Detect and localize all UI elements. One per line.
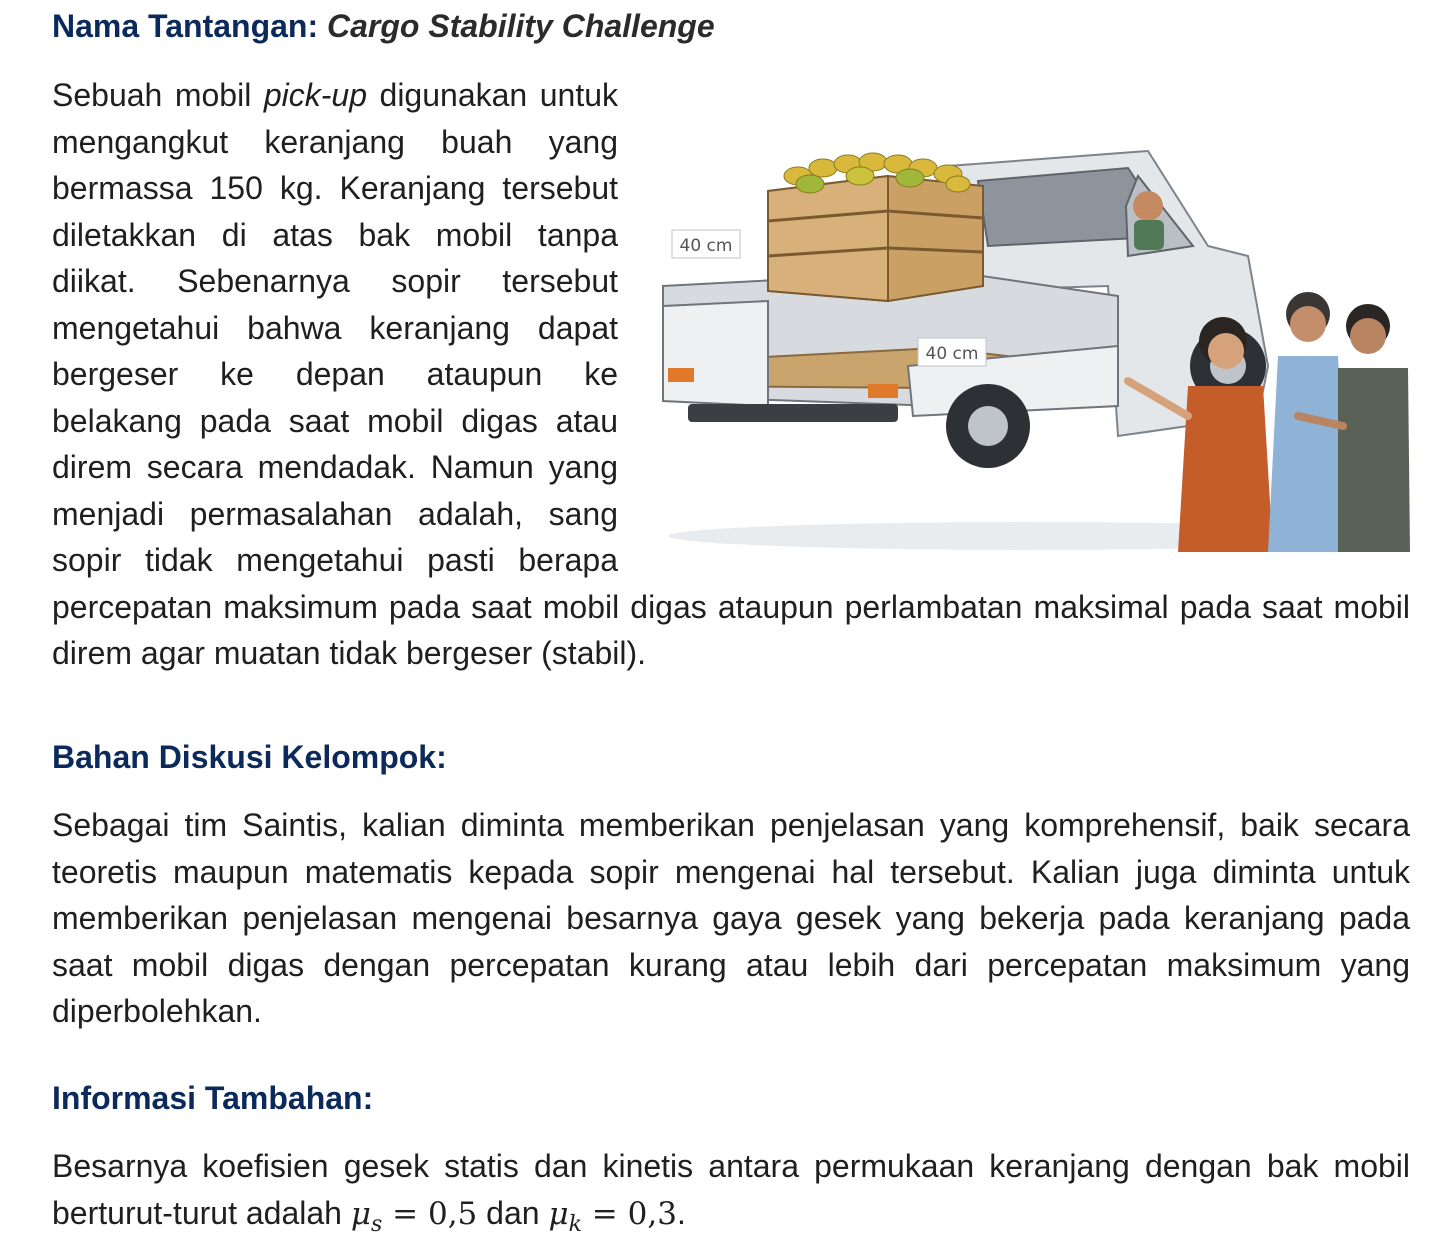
info-text-before: Besarnya koefisien gesek statis dan kinetis antara permukaan keranjang dengan bak mobil berturut-turut adalah bbox=[52, 1148, 1410, 1231]
info-text-end: . bbox=[676, 1194, 686, 1231]
challenge-heading bbox=[52, 6, 715, 46]
info-paragraph bbox=[52, 1143, 1410, 1248]
intro-italic-term: pick-up bbox=[263, 77, 367, 113]
pickup-truck-illustration bbox=[648, 106, 1410, 552]
discussion-paragraph: Sebagai tim Saintis, kalian diminta memberikan penjelasan yang komprehensif, baik secara teoretis maupun matematis kepada sopir mengenai hal tersebut. Kalian juga diminta untuk memberikan penjelasan mengenai besarnya gaya gesek yang bekerja pada keranjang pada saat mobil digas dengan percepatan kurang atau lebih dari percepatan maksimum yang diperbolehkan. bbox=[52, 807, 1410, 1029]
intro-text-start: Sebuah mobil bbox=[52, 77, 264, 113]
intro-text-rest: digunakan untuk mengangkut keranjang buah yang bermassa 150 kg. Keranjang tersebut diletakkan di atas bak mobil tanpa diikat. Sebenarnya sopir tersebut mengetahui bahwa keranjang dapat bergeser ke depan ataupun ke belakang pada saat mobil digas atau direm secara mendadak. Namun yang menjadi permasalahan adalah, sang sopir tidak mengetahui pasti berapa percepatan maksimum pada saat mobil digas ataupun perlambatan maksimal pada saat mobil direm agar muatan tidak bergeser (stabil). bbox=[52, 77, 1410, 671]
mu-s-formula: $\mu_s = 0,5$ bbox=[350, 1195, 478, 1237]
dimension-label-top: 40 cm bbox=[679, 236, 733, 256]
discussion-heading: Bahan Diskusi Kelompok: bbox=[52, 739, 447, 775]
dimension-label-side: 40 cm bbox=[925, 344, 979, 364]
fruit-crate bbox=[768, 153, 983, 301]
challenge-name: Cargo Stability Challenge bbox=[327, 8, 715, 44]
mu-k-formula: $\mu_k = 0,3$ bbox=[548, 1195, 677, 1237]
challenge-label: Nama Tantangan: bbox=[52, 8, 319, 44]
info-heading: Informasi Tambahan: bbox=[52, 1080, 374, 1116]
info-text-and: dan bbox=[477, 1194, 549, 1231]
intro-paragraph bbox=[52, 72, 1410, 677]
